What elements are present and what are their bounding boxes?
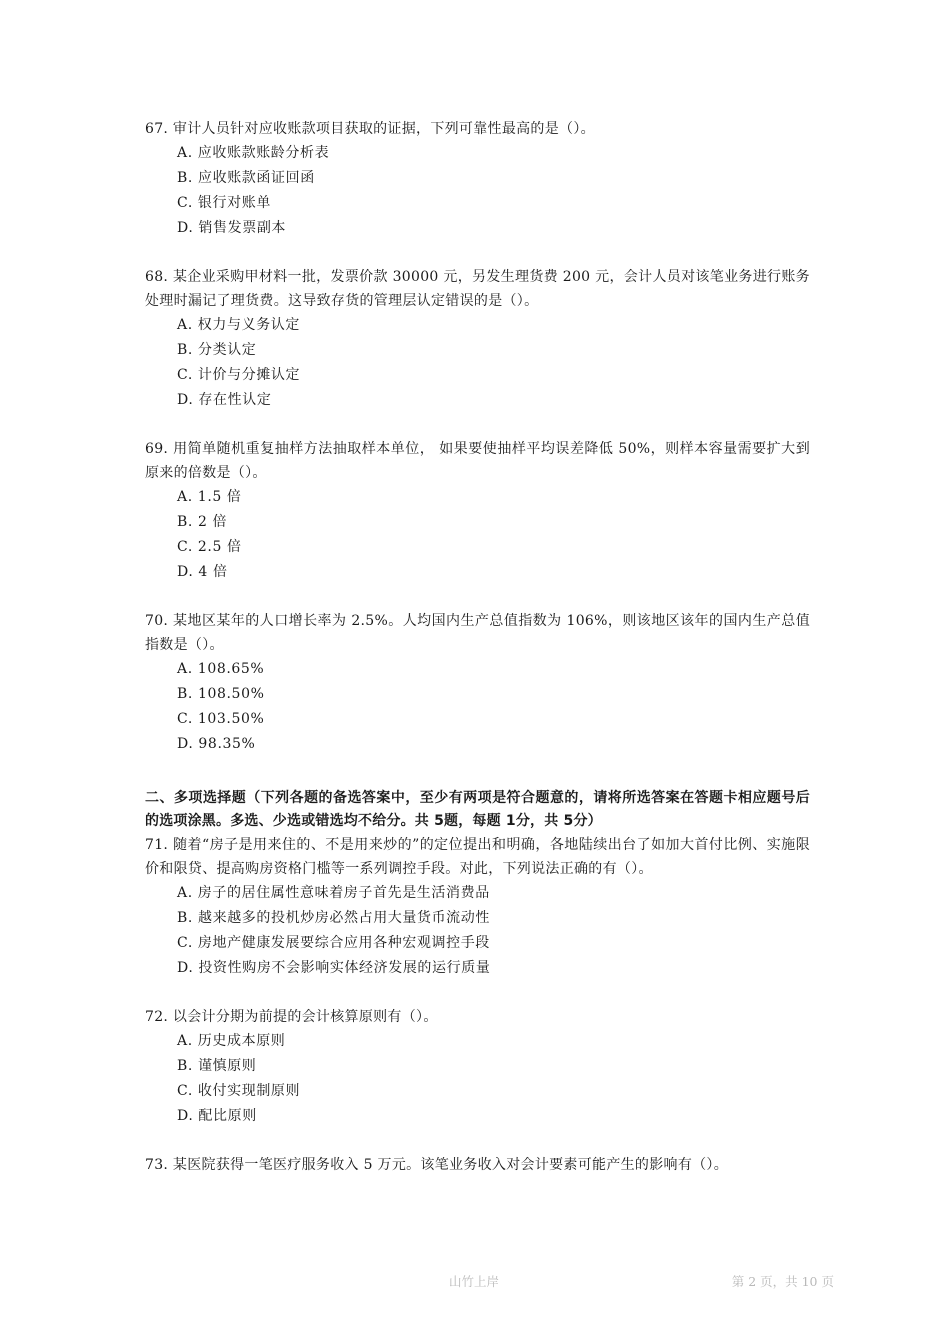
option-a: A. 权力与义务认定 [177, 317, 301, 333]
option-b: B. 越来越多的投机炒房必然占用大量货币流动性 [177, 910, 490, 926]
option-d: D. 配比原则 [177, 1108, 257, 1124]
option-a: A. 108.65% [177, 661, 265, 677]
question-text: 72. 以会计分期为前提的会计核算原则有（）。 [145, 1009, 438, 1025]
spacer [145, 981, 810, 1005]
option-list [145, 881, 810, 981]
option-d: D. 4 倍 [177, 564, 228, 580]
spacer [145, 757, 810, 787]
question-text: 73. 某医院获得一笔医疗服务收入 5 万元。该笔业务收入对会计要素可能产生的影响有（）。 [145, 1157, 729, 1173]
option-b: B. 分类认定 [177, 342, 257, 358]
option-d: D. 投资性购房不会影响实体经济发展的运行质量 [177, 960, 491, 976]
option-list [145, 313, 810, 413]
question-text: 69. 用简单随机重复抽样方法抽取样本单位， 如果要使抽样平均误差降低 50%，则样本容量需要扩大到原来的倍数是（）。 [145, 441, 810, 481]
option-a: A. 应收账款账龄分析表 [177, 145, 330, 161]
question-text: 67. 审计人员针对应收账款项目获取的证据，下列可靠性最高的是（）。 [145, 121, 595, 137]
option-c: C. 2.5 倍 [177, 539, 242, 555]
option-c: C. 计价与分摊认定 [177, 367, 301, 383]
question-70 [145, 609, 810, 757]
question-73 [145, 1153, 810, 1177]
page-content [145, 117, 810, 1177]
section-heading-multiple-choice: 二、多项选择题（下列各题的备选答案中，至少有两项是符合题意的，请将所选答案在答题卡相应题号后的选项涂黑。多选、少选或错选均不给分。共 5题，每题 1分，共 5分） [145, 790, 810, 829]
option-b: B. 108.50% [177, 686, 265, 702]
option-c: C. 103.50% [177, 711, 265, 727]
page-number: 第 2 页，共 10 页 [731, 1274, 834, 1289]
question-text: 70. 某地区某年的人口增长率为 2.5%。人均国内生产总值指数为 106%，则该地区该年的国内生产总值指数是（）。 [145, 613, 810, 653]
question-69 [145, 437, 810, 585]
question-text: 68. 某企业采购甲材料一批，发票价款 30000 元，另发生理货费 200 元，会计人员对该笔业务进行账务处理时漏记了理货费。这导致存货的管理层认定错误的是（）。 [145, 269, 810, 309]
question-68 [145, 265, 810, 413]
option-c: C. 收付实现制原则 [177, 1083, 301, 1099]
option-list [145, 141, 810, 241]
question-67 [145, 117, 810, 241]
option-list [145, 1029, 810, 1129]
option-a: A. 1.5 倍 [177, 489, 242, 505]
footer-watermark-text: 山竹上岸 [449, 1274, 500, 1289]
option-c: C. 银行对账单 [177, 195, 271, 211]
question-text: 71. 随着“房子是用来住的、不是用来炒的”的定位提出和明确，各地陆续出台了如加大首付比例、实施限价和限贷、提高购房资格门槛等一系列调控手段。对此，下列说法正确的有（）。 [145, 837, 810, 877]
spacer [145, 1129, 810, 1153]
question-72 [145, 1005, 810, 1129]
option-list [145, 485, 810, 585]
question-71 [145, 833, 810, 981]
option-a: A. 历史成本原则 [177, 1033, 286, 1049]
option-d: D. 存在性认定 [177, 392, 272, 408]
option-b: B. 2 倍 [177, 514, 228, 530]
option-b: B. 谨慎原则 [177, 1058, 257, 1074]
option-d: D. 98.35% [177, 736, 256, 752]
page-footer [0, 1272, 950, 1292]
option-a: A. 房子的居住属性意味着房子首先是生活消费品 [177, 885, 490, 901]
option-d: D. 销售发票副本 [177, 220, 287, 236]
spacer [145, 241, 810, 265]
option-list [145, 657, 810, 757]
spacer [145, 413, 810, 437]
option-b: B. 应收账款函证回函 [177, 170, 315, 186]
spacer [145, 585, 810, 609]
option-c: C. 房地产健康发展要综合应用各种宏观调控手段 [177, 935, 490, 951]
